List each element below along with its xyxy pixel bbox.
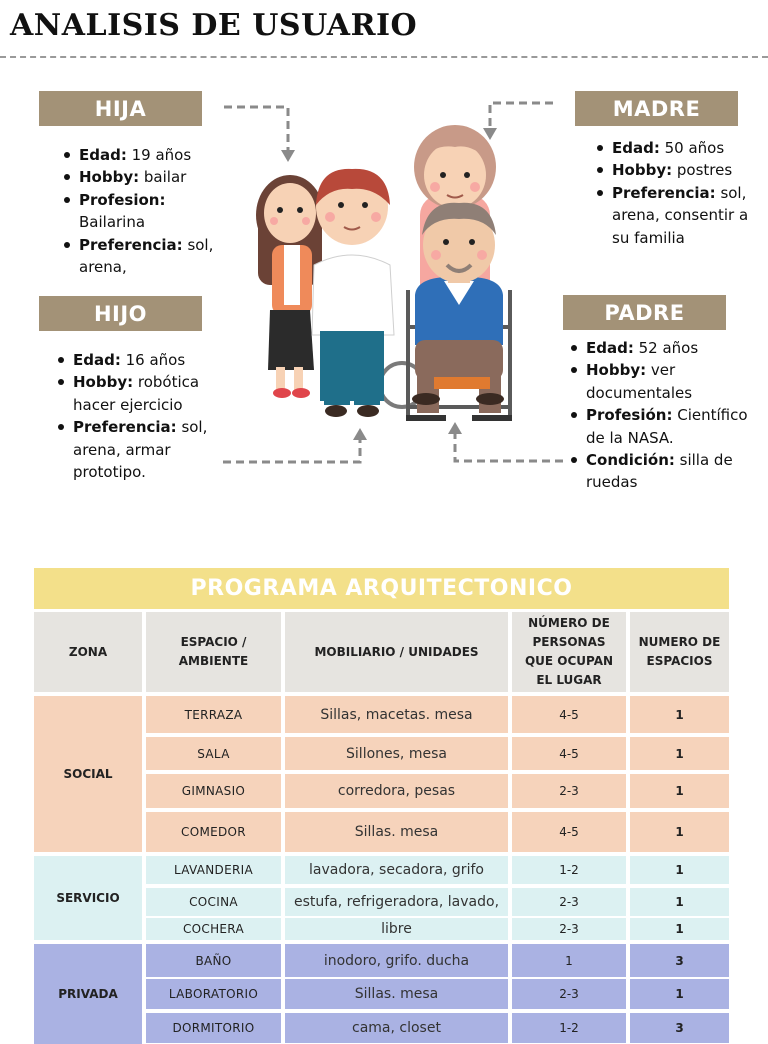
table-cell-espacio: SALA (146, 737, 281, 770)
table-cell-espacio: TERRAZA (146, 696, 281, 733)
header-zona: ZONA (34, 612, 142, 692)
table-cell-personas: 1 (512, 944, 626, 977)
header-personas: NÚMERO DE PERSONAS QUE OCUPAN EL LUGAR (512, 612, 626, 692)
table-cell-espacio: BAÑO (146, 944, 281, 977)
madre-header: MADRE (575, 91, 738, 126)
hija-header: HIJA (39, 91, 202, 126)
table-cell-espacio: GIMNASIO (146, 774, 281, 808)
madre-preferencia: Preferencia: sol, arena, consentir a su familia (596, 182, 764, 249)
table-cell-espacios: 1 (630, 696, 729, 733)
table-cell-personas: 2-3 (512, 918, 626, 940)
padre-condicion: Condición: silla de ruedas (570, 449, 760, 494)
table-cell-espacios: 1 (630, 856, 729, 884)
table-cell-mobiliario: estufa, refrigeradora, lavado, (285, 888, 508, 916)
hijo-header: HIJO (39, 296, 202, 331)
table-cell-espacios: 3 (630, 1013, 729, 1043)
hijo-preferencia: Preferencia: sol, arena, armar prototipo. (57, 416, 217, 483)
table-cell-personas: 1-2 (512, 1013, 626, 1043)
table-cell-mobiliario: Sillas. mesa (285, 812, 508, 852)
padre-edad: Edad: 52 años (570, 337, 760, 359)
page-title: ANALISIS DE USUARIO (10, 8, 418, 43)
table-cell-espacios: 1 (630, 774, 729, 808)
table-cell-personas: 2-3 (512, 888, 626, 916)
table-cell-espacios: 1 (630, 918, 729, 940)
table-cell-espacios: 1 (630, 979, 729, 1009)
family-illustration (222, 95, 562, 475)
madre-edad: Edad: 50 años (596, 137, 764, 159)
table-cell-mobiliario: inodoro, grifo. ducha (285, 944, 508, 977)
padre-hobby: Hobby: ver documentales (570, 359, 760, 404)
table-cell-espacios: 1 (630, 737, 729, 770)
table-cell-espacio: COCHERA (146, 918, 281, 940)
header-espacio: ESPACIO / AMBIENTE (146, 612, 281, 692)
zone-servicio: SERVICIO (34, 856, 142, 940)
hija-edad: Edad: 19 años (63, 144, 223, 166)
table-cell-personas: 1-2 (512, 856, 626, 884)
table-cell-mobiliario: libre (285, 918, 508, 940)
madre-hobby: Hobby: postres (596, 159, 764, 181)
header-mobiliario: MOBILIARIO / UNIDADES (285, 612, 508, 692)
table-title: PROGRAMA ARQUITECTONICO (34, 568, 729, 609)
hija-profesion: Profesion: Bailarina (63, 189, 223, 234)
table-cell-personas: 4-5 (512, 696, 626, 733)
father-figure (412, 203, 504, 413)
table-cell-mobiliario: Sillones, mesa (285, 737, 508, 770)
zone-privada: PRIVADA (34, 944, 142, 1044)
table-cell-espacio: COMEDOR (146, 812, 281, 852)
table-cell-mobiliario: Sillas. mesa (285, 979, 508, 1009)
hija-hobby: Hobby: bailar (63, 166, 223, 188)
table-cell-personas: 2-3 (512, 774, 626, 808)
table-cell-mobiliario: cama, closet (285, 1013, 508, 1043)
table-cell-mobiliario: corredora, pesas (285, 774, 508, 808)
table-cell-espacio: LABORATORIO (146, 979, 281, 1009)
table-cell-personas: 4-5 (512, 812, 626, 852)
table-cell-espacios: 3 (630, 944, 729, 977)
hijo-hobby: Hobby: robótica hacer ejercicio (57, 371, 217, 416)
table-cell-espacio: DORMITORIO (146, 1013, 281, 1043)
hija-preferencia: Preferencia: sol, arena, (63, 234, 223, 279)
hijo-edad: Edad: 16 años (57, 349, 217, 371)
header-espacios: NUMERO DE ESPACIOS (630, 612, 729, 692)
padre-profesion: Profesión: Científico de la NASA. (570, 404, 760, 449)
table-cell-espacios: 1 (630, 888, 729, 916)
table-cell-espacios: 1 (630, 812, 729, 852)
padre-header: PADRE (563, 295, 726, 330)
table-cell-mobiliario: lavadora, secadora, grifo (285, 856, 508, 884)
table-cell-mobiliario: Sillas, macetas. mesa (285, 696, 508, 733)
table-cell-personas: 4-5 (512, 737, 626, 770)
table-cell-personas: 2-3 (512, 979, 626, 1009)
table-cell-espacio: COCINA (146, 888, 281, 916)
son-figure (312, 169, 394, 417)
zone-social: SOCIAL (34, 696, 142, 852)
table-cell-espacio: LAVANDERIA (146, 856, 281, 884)
